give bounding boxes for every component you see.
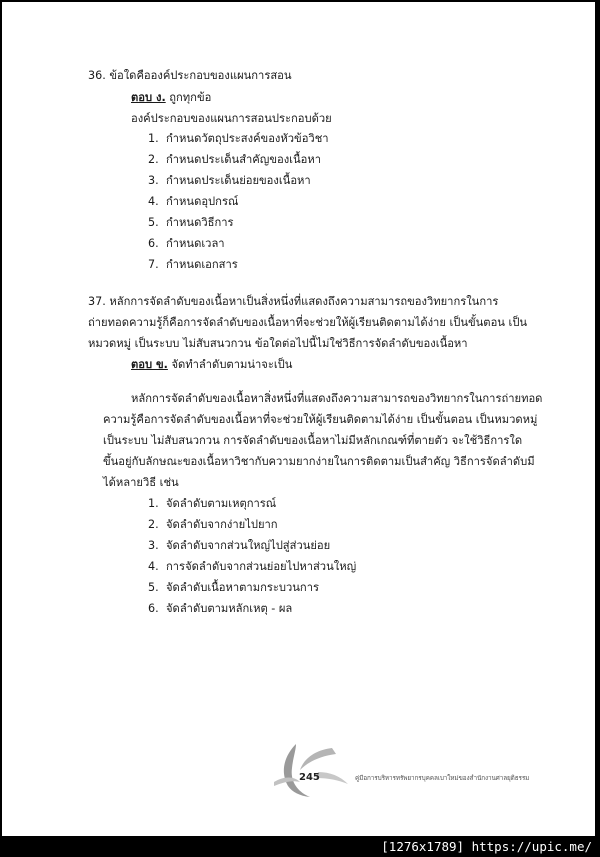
list-item: 4. กำหนดอุปกรณ์ (148, 195, 239, 208)
list-item: 3. กำหนดประเด็นย่อยของเนื้อหา (148, 174, 311, 187)
answer-label: ตอบ ข. (131, 358, 168, 371)
list-item: 4. การจัดลำดับจากส่วนย่อยไปหาส่วนใหญ่ (148, 560, 357, 573)
list-item: 6. จัดลำดับตามหลักเหตุ - ผล (148, 602, 293, 615)
answer-intro: องค์ประกอบของแผนการสอนประกอบด้วย (131, 112, 332, 125)
document-page (2, 2, 595, 836)
answer-text: จัดทำลำดับตามน่าจะเป็น (167, 358, 293, 371)
image-watermark: [1276x1789] https://upic.me/ (381, 839, 592, 854)
question-37-line: หมวดหมู่ เป็นระบบ ไม่สับสนวกวน ข้อใดต่อไปนี้ไม่ใช่วิธีการจัดลำดับของเนื้อหา (88, 337, 468, 350)
answer-label: ตอบ ง. (131, 91, 166, 104)
swoosh-logo-icon (274, 742, 350, 798)
list-item: 5. กำหนดวิธีการ (148, 216, 234, 229)
explanation-line: ความรู้คือการจัดลำดับของเนื้อหาที่จะช่วยให้ผู้เรียนติดตามได้ง่าย เป็นขั้นตอน เป็นหมวดหมู่ (103, 413, 538, 426)
question-37-line: ถ่ายทอดความรู้ก็คือการจัดลำดับของเนื้อหาที่จะช่วยให้ผู้เรียนติดตามได้ง่าย เป็นขั้นตอน เป็น (88, 316, 528, 329)
list-item: 3. จัดลำดับจากส่วนใหญ่ไปสู่ส่วนย่อย (148, 539, 331, 552)
list-item: 1. กำหนดวัตถุประสงค์ของหัวข้อวิชา (148, 132, 329, 145)
list-item: 2. กำหนดประเด็นสำคัญของเนื้อหา (148, 153, 322, 166)
explanation-line: ได้หลายวิธี เช่น (103, 476, 179, 489)
book-title: คู่มือการบริหารทรัพยากรบุคคลเบาใหม่ของสำนักงานศาลยุติธรรม (355, 774, 530, 782)
explanation-line: เป็นระบบ ไม่สับสนวกวน การจัดลำดับของเนื้อหาไม่มีหลักเกณฑ์ที่ตายตัว จะใช้วิธีการใด (103, 434, 523, 447)
list-item: 6. กำหนดเวลา (148, 237, 225, 250)
question-37-line: 37. หลักการจัดลำดับของเนื้อหาเป็นสิ่งหนึ่งที่แสดงถึงความสามารถของวิทยากรในการ (88, 295, 499, 308)
list-item: 5. จัดลำดับเนื้อหาตามกระบวนการ (148, 581, 319, 594)
list-item: 2. จัดลำดับจากง่ายไปยาก (148, 518, 278, 531)
explanation-line: หลักการจัดลำดับของเนื้อหาสิ่งหนึ่งที่แสดงถึงความสามารถของวิทยากรในการถ่ายทอด (131, 392, 543, 405)
list-item: 7. กำหนดเอกสาร (148, 258, 238, 271)
question-36: 36. ข้อใดคือองค์ประกอบของแผนการสอน (88, 69, 292, 82)
page-number: 245 (299, 772, 320, 783)
list-item: 1. จัดลำดับตามเหตุการณ์ (148, 497, 277, 510)
answer-37 (131, 357, 292, 373)
answer-36 (131, 90, 211, 106)
explanation-line: ขึ้นอยู่กับลักษณะของเนื้อหาวิชากับความยากง่ายในการติดตามเป็นสำคัญ วิธีการจัดลำดับมี (103, 455, 535, 468)
answer-text: ถูกทุกข้อ (165, 91, 212, 104)
